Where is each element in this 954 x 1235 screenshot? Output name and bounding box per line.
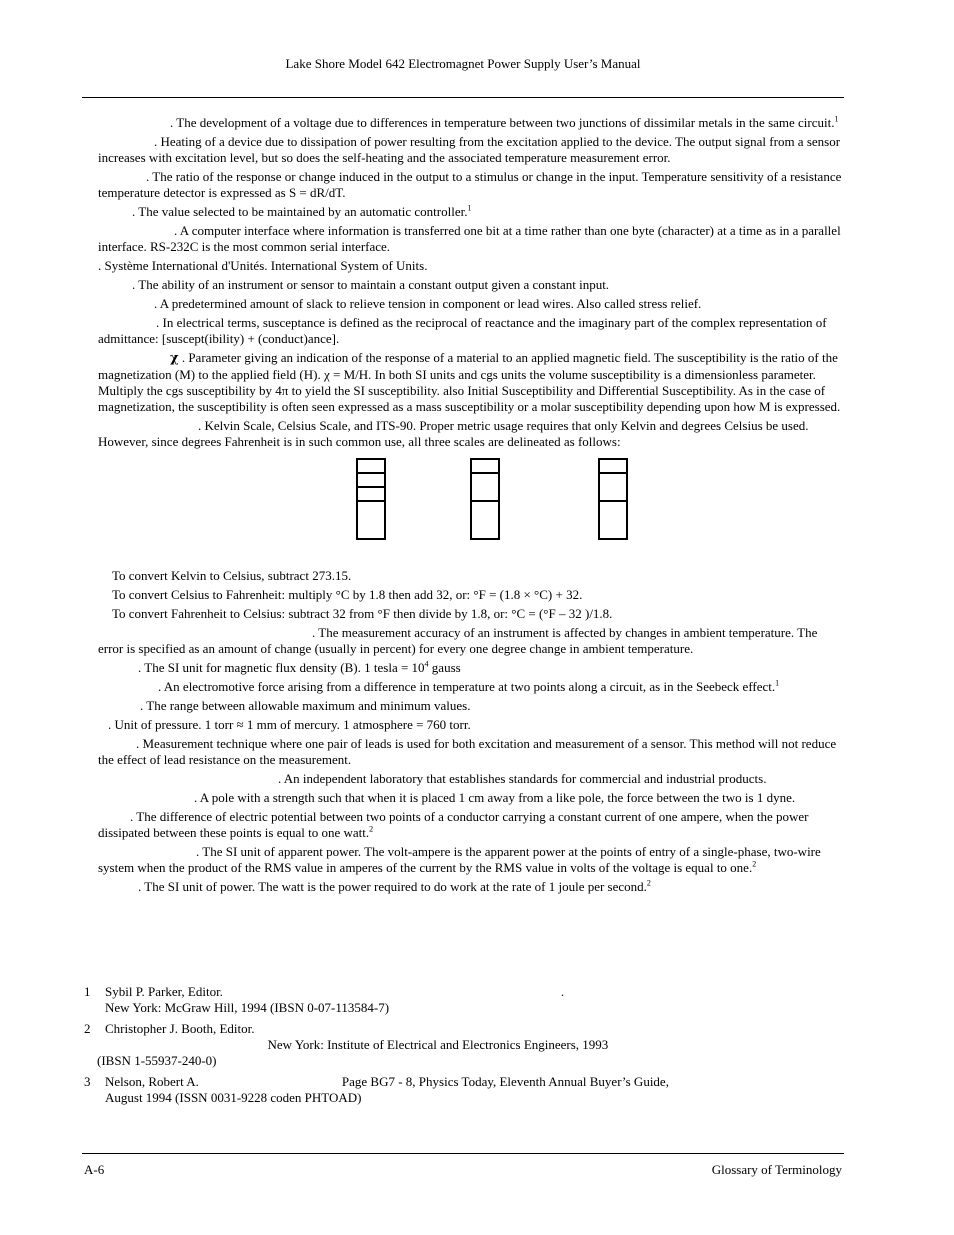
entry-text: . The difference of electric potential between two points of a conductor carrying a constant current of one ampere, when the power dissipated between these points is equal to one watt. [98,809,809,840]
conversion-line: To convert Kelvin to Celsius, subtract 273.15. [112,568,352,583]
footnote-ref: 1 [467,203,472,213]
entry-text: . The development of a voltage due to differences in temperature between two junctions of dissimilar metals in the same circuit. [170,115,835,130]
conversion-line: To convert Fahrenheit to Celsius: subtract 32 from °F then divide by 1.8, or: °C = (°F – 32 )/1.8. [112,606,613,621]
footnote-ref: 2 [646,878,651,888]
glossary-entry [98,350,844,415]
glossary-entry [98,169,844,201]
footnote-line: (IBSN 1-55937-240-0) [97,1053,217,1068]
entry-text: . The ratio of the response or change induced in the output to a stimulus or change in the input. Temperature sensitivity of a resistance temperature detector is expressed as S = dR/dT. [98,169,842,200]
footnote [84,984,844,1016]
glossary-entry [98,660,844,676]
footnote-line: New York: McGraw Hill, 1994 (IBSN 0-07-113584-7) [105,1000,390,1015]
entry-text: . In electrical terms, susceptance is defined as the reciprocal of reactance and the imaginary part of the complex representation of admittance: [suscept(ibility) + (conduct)ance]. [98,315,827,346]
footnote-ref: 2 [369,824,374,834]
footnote-number: 1 [84,984,91,999]
footnote-ref: 1 [834,114,839,124]
entry-text: . The measurement accuracy of an instrument is affected by changes in ambient temperature. The error is specified as an amount of change (usually in percent) for every one degree change in ambient temperature. [98,625,818,656]
entry-text: . Measurement technique where one pair of leads is used for both excitation and measurement of a sensor. This method will not reduce the effect of lead resistance on the measurement. [98,736,837,767]
footer-rule [82,1153,844,1154]
entry-text: . The range between allowable maximum and minimum values. [140,698,471,713]
celsius-scale-box [470,458,500,540]
glossary-entry [98,679,844,695]
glossary-entry [98,736,844,768]
glossary-entry [98,418,844,450]
footnote [84,1074,844,1106]
entry-text: . The SI unit of power. The watt is the power required to do work at the rate of 1 joule per second. [138,879,647,894]
kelvin-scale-box [356,458,386,540]
glossary-entry [98,204,844,220]
entry-text: . The SI unit for magnetic flux density (B). 1 tesla = 10 [138,660,425,675]
glossary-entry [98,771,844,787]
header-rule [82,97,844,98]
entry-text: . Unit of pressure. 1 torr ≈ 1 mm of mercury. 1 atmosphere = 760 torr. [108,717,471,732]
entry-text: . A computer interface where information is transferred one bit at a time rather than one byte (character) at a time as in a parallel interface. RS-232C is the most common serial interface. [98,223,841,254]
entry-text: . Système International d'Unités. International System of Units. [98,258,428,273]
footnote-ref: 2 [752,859,757,869]
entry-text: . A predetermined amount of slack to relieve tension in component or lead wires. Also called stress relief. [154,296,702,311]
entry-text: . Heating of a device due to dissipation of power resulting from the excitation applied to the device. The output signal from a sensor increases with excitation level, but so does the self-heating and the associated temperature measurement error. [98,134,841,165]
footnote-number: 2 [84,1021,91,1036]
glossary-entry [98,717,844,733]
footnote-ref: 1 [775,678,780,688]
glossary-entry [98,223,844,255]
entry-tail: gauss [428,660,461,675]
glossary-entry [98,844,844,876]
glossary-entry [98,277,844,293]
glossary-entry [98,258,844,274]
section-title: Glossary of Terminology [711,1162,842,1177]
page-header: Lake Shore Model 642 Electromagnet Power Supply User’s Manual [285,56,641,71]
footnote [84,1021,844,1069]
entry-text: . The value selected to be maintained by an automatic controller. [132,204,468,219]
footnote-line: New York: Institute of Electrical and Electronics Engineers, 1993 [105,1037,609,1052]
temperature-scale-diagram [98,458,844,568]
glossary-entry [98,809,844,841]
chi-symbol: χ [170,351,179,366]
entry-text: . A pole with a strength such that when it is placed 1 cm away from a like pole, the force between the two is 1 dyne. [194,790,796,805]
footnote-line: Nelson, Robert A. Page BG7 - 8, Physics Today, Eleventh Annual Buyer’s Guide, [105,1074,669,1089]
footnotes [84,984,844,1111]
page-number: A-6 [84,1162,105,1177]
footnote-ref: 4 [424,659,429,669]
glossary-entry [98,315,844,347]
entry-text: . An independent laboratory that establishes standards for commercial and industrial products. [278,771,767,786]
glossary-entry [98,698,844,714]
footnote-number: 3 [84,1074,91,1089]
footnote-line: August 1994 (ISSN 0031-9228 coden PHTOAD) [105,1090,362,1105]
footnote-line: Sybil P. Parker, Editor. . [105,984,565,999]
footnote-line: Christopher J. Booth, Editor. [105,1021,255,1036]
entry-text: . Parameter giving an indication of the response of a material to an applied magnetic field. The susceptibility is the ratio of the magnetization (M) to the applied field (H). χ = M/H. In both SI units and cgs units the volume susceptibility is a dimensionless parameter. Multiply the cgs susceptibility by 4π to yield the SI susceptibility. also Initial Susceptibility and Differential Susceptibility. As in the case of magnetization, the susceptibility is often seen expressed as a mass susceptibility or a molar susceptibility depending upon how M is expressed. [98,350,841,414]
fahrenheit-scale-box [598,458,628,540]
entry-text: . The ability of an instrument or sensor to maintain a constant output given a constant input. [132,277,610,292]
glossary-entry [98,790,844,806]
glossary-entry [98,296,844,312]
glossary-entries [98,115,844,898]
entry-text: . The SI unit of apparent power. The volt-ampere is the apparent power at the points of entry of a single-phase, two-wire system when the product of the RMS value in amperes of the current by the RMS value in volts of the voltage is equal to one. [98,844,821,875]
glossary-entry [98,879,844,895]
glossary-entry [98,625,844,657]
conversion-line: To convert Celsius to Fahrenheit: multiply °C by 1.8 then add 32, or: °F = (1.8 × °C) + 32. [112,587,583,602]
glossary-entry [98,115,844,131]
entry-text: . An electromotive force arising from a difference in temperature at two points along a circuit, as in the Seebeck effect. [158,679,776,694]
glossary-entry [98,134,844,166]
entry-text: . Kelvin Scale, Celsius Scale, and ITS-90. Proper metric usage requires that only Kelvin and degrees Celsius be used. However, since degrees Fahrenheit is in such common use, all three scales are delineated as follows: [98,418,809,449]
